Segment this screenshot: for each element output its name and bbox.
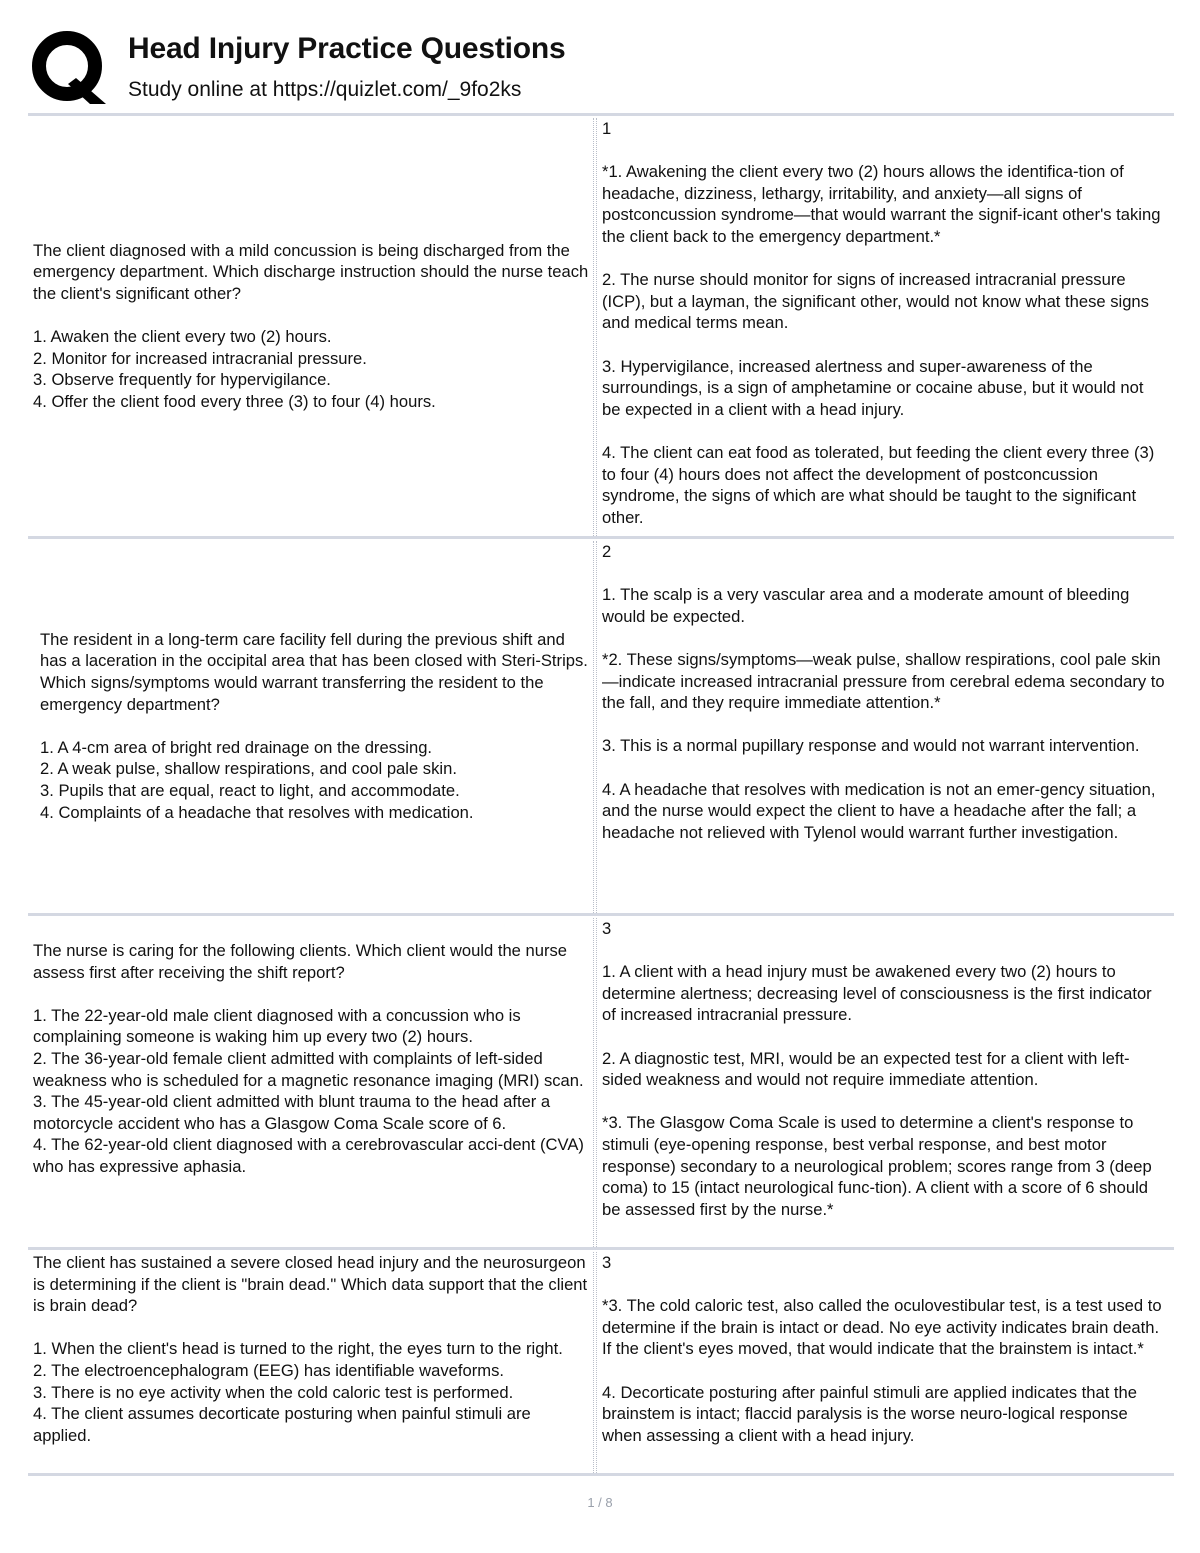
flashcard	[28, 539, 1174, 916]
question-text: The resident in a long-term care facility fell during the previous shift and has a laceration in the occipital area that has been closed with Steri-Strips. Which signs/symptoms would warrant transferring the resident to the emergency department? 1. A 4-cm area of bright red drainage on the dressing. 2. A weak pulse, shallow respirations, and cool pale skin. 3. Pupils that are equal, react to light, and accommodate. 4. Complaints of a headache that resolves with medication.	[40, 629, 588, 822]
flashcard	[28, 1250, 1174, 1476]
quizlet-logo-icon	[30, 28, 108, 106]
card-question	[28, 539, 593, 913]
card-question	[28, 916, 593, 1247]
column-divider	[593, 1252, 597, 1473]
page-title: Head Injury Practice Questions	[128, 32, 566, 65]
question-text: The client has sustained a severe closed head injury and the neurosurgeon is determining if the client is "brain dead." Which data support that the client is brain dead? 1. When the client's head is turned to the right, the eyes turn to the right. 2. The electroencephalogram (EEG) has identifiable waveforms. 3. There is no eye activity when the cold caloric test is performed. 4. The client assumes decorticate posturing when painful stimuli are applied.	[33, 1253, 588, 1445]
answer-text: 1 *1. Awakening the client every two (2) hours allows the identifica-tion of headache, dizziness, lethargy, irritability, and anxiety—all signs of postconcussion syndrome—that would warrant the signif-icant other's taking the client back to the emergency department.* 2. The nurse should monitor for signs of increased intracranial pressure (ICP), but a layman, the significant other, would not know what these signs and medical terms mean. 3. Hypervigilance, increased alertness and super-awareness of the surroundings, is a sign of amphetamine or cocaine abuse, but it would not be expected in a client with a head injury. 4. The client can eat food as tolerated, but feeding the client every three (3) to four (4) hours does not affect the development of postconcussion syndrome, the signs of which are what should be taught to the significant other.	[602, 119, 1161, 527]
card-question	[28, 116, 593, 536]
card-answer	[600, 1250, 1174, 1473]
flashcard-list	[28, 113, 1174, 1476]
page-number: 1 / 8	[587, 1495, 613, 1510]
card-answer	[600, 116, 1174, 536]
column-divider	[593, 541, 597, 913]
column-divider	[593, 118, 597, 536]
answer-text: 3 *3. The cold caloric test, also called the oculovestibular test, is a test used to determine if the brain is intact or dead. No eye activity indicates brain death. If the client's eyes moved, that would indicate that the brainstem is intact.* 4. Decorticate posturing after painful stimuli are applied indicates that the brainstem is intact; flaccid paralysis is the worse neuro-logical response when assessing a client with a head injury.	[602, 1253, 1162, 1445]
column-divider	[593, 918, 597, 1247]
flashcard	[28, 113, 1174, 539]
answer-text: 2 1. The scalp is a very vascular area and a moderate amount of bleeding would be expected. *2. These signs/symptoms—weak pulse, shallow respirations, cool pale skin—indicate increased intracranial pressure from cerebral edema secondary to the fall, and they require immediate attention.* 3. This is a normal pupillary response and would not warrant intervention. 4. A headache that resolves with medication is not an emer-gency situation, and the nurse would expect the client to have a headache after the fall; a headache not relieved with Tylenol would warrant further investigation.	[602, 542, 1165, 842]
question-text: The nurse is caring for the following clients. Which client would the nurse assess first after receiving the shift report? 1. The 22-year-old male client diagnosed with a concussion who is complaining someone is waking him up every two (2) hours. 2. The 36-year-old female client admitted with complaints of left-sided weakness who is scheduled for a magnetic resonance imaging (MRI) scan. 3. The 45-year-old client admitted with blunt trauma to the head after a motorcycle accident who has a Glasgow Coma Scale score of 6. 4. The 62-year-old client diagnosed with a cerebrovascular acci-dent (CVA) who has expressive aphasia.	[33, 941, 584, 1176]
card-answer	[600, 916, 1174, 1247]
flashcard	[28, 916, 1174, 1250]
study-link-text: Study online at https://quizlet.com/_9fo2ks	[128, 78, 522, 101]
card-question	[28, 1250, 593, 1473]
card-answer	[600, 539, 1174, 913]
page-header	[30, 28, 1170, 110]
question-text: The client diagnosed with a mild concussion is being discharged from the emergency department. Which discharge instruction should the nurse teach the client's significant other? 1. Awaken the client every two (2) hours. 2. Monitor for increased intracranial pressure. 3. Observe frequently for hypervigilance. 4. Offer the client food every three (3) to four (4) hours.	[33, 240, 589, 411]
answer-text: 3 1. A client with a head injury must be awakened every two (2) hours to determine alertness; decreasing level of consciousness is the first indicator of increased intracranial pressure. 2. A diagnostic test, MRI, would be an expected test for a client with left-sided weakness and would not require immediate attention. *3. The Glasgow Coma Scale is used to determine a client's response to stimuli (eye-opening response, best verbal response, and best motor response) secondary to a neurological problem; scores range from 3 (deep coma) to 15 (intact neurological func-tion). A client with a score of 6 should be assessed first by the nurse.*	[602, 919, 1152, 1219]
